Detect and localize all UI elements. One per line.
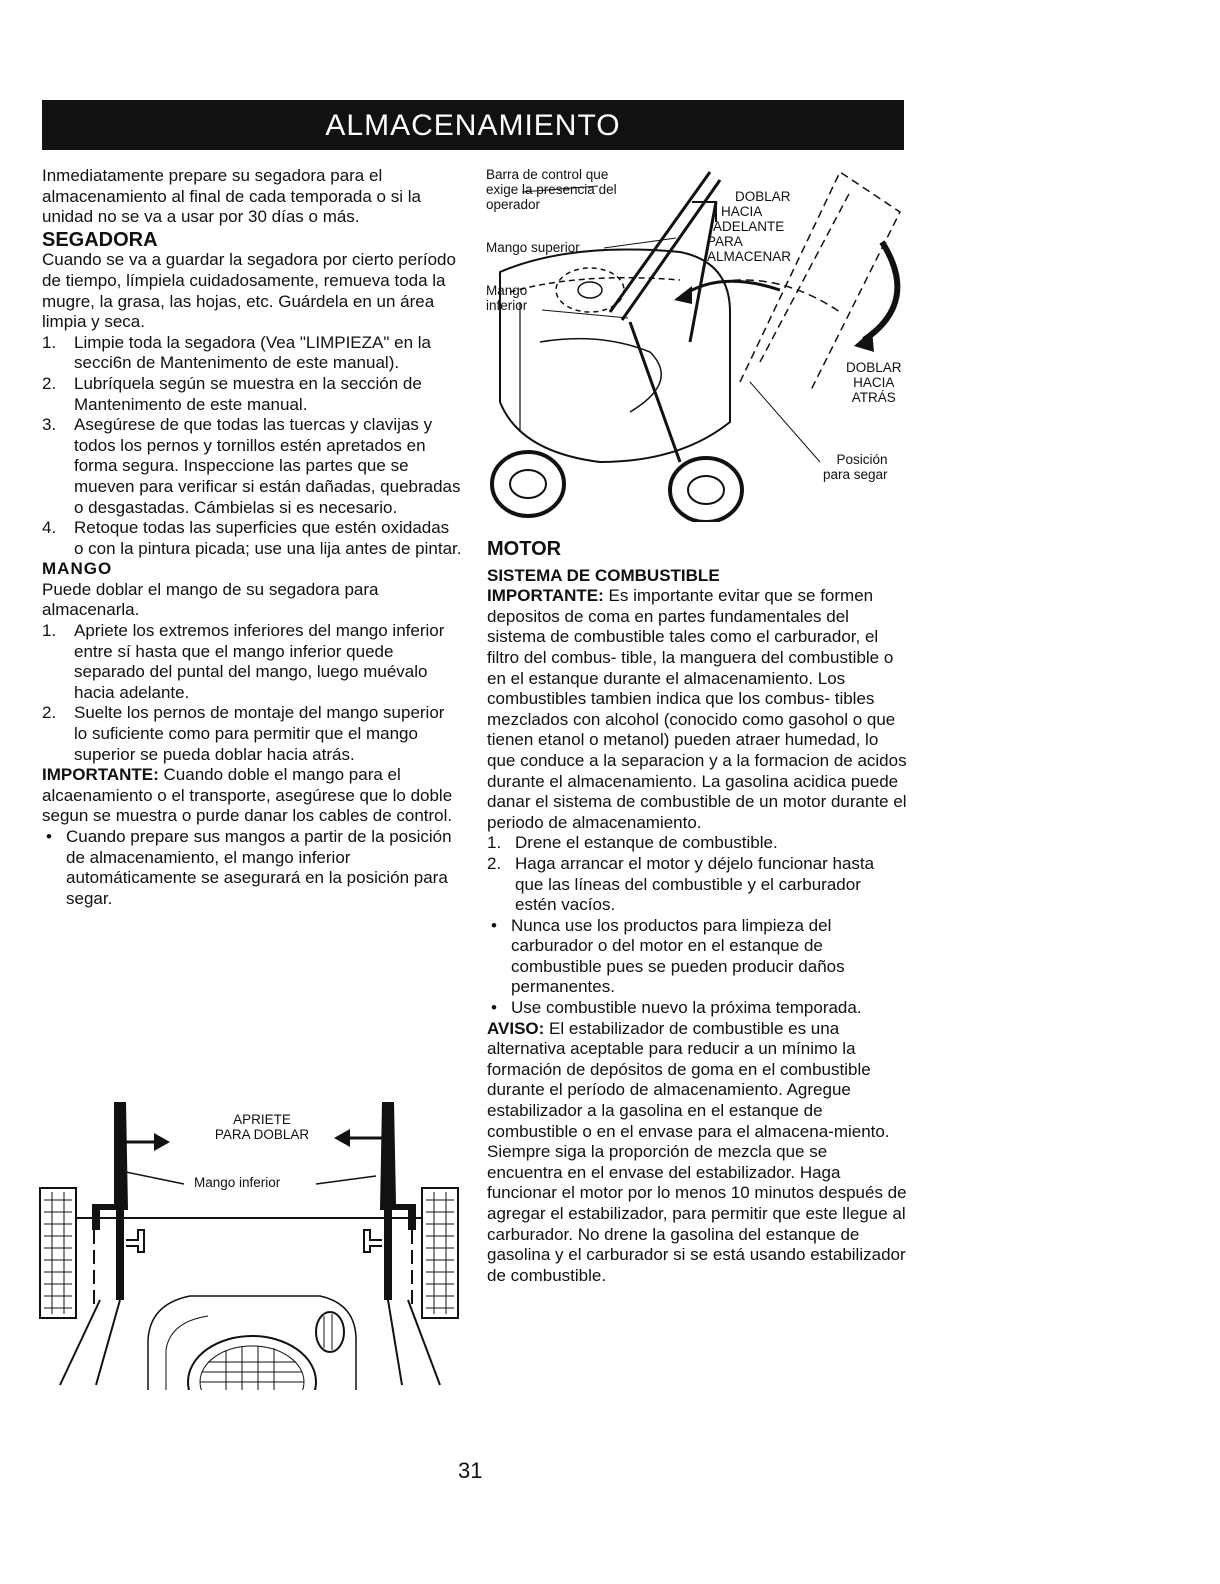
segadora-heading: SEGADORA bbox=[42, 228, 158, 251]
mango-heading: MANGO bbox=[42, 559, 113, 579]
motor-bullet: • Nunca use los productos para limpieza del carburador o del motor en el estanque de combustible pues se pueden producir daños permanentes. bbox=[491, 915, 845, 997]
label-mango-inferior-bottom: Mango inferior bbox=[194, 1175, 281, 1190]
right-column bbox=[487, 537, 907, 1286]
label-barra-control: Barra de control que exige la presencia del operador bbox=[486, 167, 617, 212]
left-column bbox=[42, 166, 462, 909]
combustible-heading: SISTEMA DE COMBUSTIBLE bbox=[487, 565, 720, 585]
segadora-list bbox=[42, 333, 462, 560]
handle-fold-figure bbox=[30, 1100, 470, 1390]
motor-bullet: • Use combustible nuevo la próxima temporada. bbox=[491, 998, 862, 1018]
mango-bullet: • Cuando prepare sus mangos a partir de la posición de almacenamiento, el mango inferior automáticamente se asegurará en la posición para segar. bbox=[46, 827, 452, 908]
label-doblar-atras: DOBLAR HACIA ATRÁS bbox=[846, 360, 902, 405]
motor-list bbox=[487, 833, 907, 915]
label-mango-superior: Mango superior bbox=[486, 240, 580, 255]
label-mango-inferior-top: Mango inferior bbox=[486, 283, 528, 313]
intro-text: Inmediatamente prepare su segadora para el almacenamiento al final de cada temporada o si la unidad no se va a usar por 30 días o más. bbox=[42, 166, 421, 227]
list-item: 3. Asegúrese de que todas las tuercas y clavijas y todos los pernos y tornillos estén apretados en forma segura. Inspeccione las partes que se mueven para verificar si están dañadas, quebradas o desgastadas. Cámbielas si es necesario. bbox=[42, 415, 461, 517]
page-title: ALMACENAMIENTO bbox=[42, 100, 904, 150]
motor-heading: MOTOR bbox=[487, 538, 562, 560]
label-posicion-segar: Posición para segar bbox=[823, 452, 888, 482]
list-item: 2. Haga arrancar el motor y déjelo funcionar hasta que las líneas del combustible y el carburador estén vacíos. bbox=[487, 853, 875, 915]
page-number: 31 bbox=[458, 1458, 483, 1483]
list-item: 2. Lubríquela según se muestra en la sección de Mantenimento de este manual. bbox=[42, 373, 422, 414]
motor-important: IMPORTANTE: Es importante evitar que se formen depositos de coma en partes fundamentales del sistema de combustible tales como el carburador, el filtro del combus- tible, la manguera del combustible o en el estanque durante el almacenamiento. Los combustibles tambien indica que los combus- tibles mezclados con alcohol (conocido como gasohol o que tienen etanol o metanol) pueden atraer humedad, lo que conduce a la separacion y a la formacion de acidos durante el almacenamiento. La gasolina acidica puede danar el sistema de combustible de un motor durante el periodo de almacenamiento. bbox=[487, 586, 907, 832]
aviso-text: AVISO: El estabilizador de combustible es una alternativa aceptable para reducir a un mínimo la formación de depósitos de goma en el combustible durante el período de almacenamiento. Agregue estabilizador a la gasolina en el estanque de combustible o en el envase para el almacena-miento. Siempre siga la proporción de mezcla que se encuentra en el envase del estabilizador. Haga funcionar el motor por lo menos 10 minutos después de agregar el estabilizador, para permitir que este llegue al carburador. No drene la gasolina del estanque de gasolina y el carburador si se está usando estabilizador de combustible. bbox=[487, 1018, 907, 1285]
label-apriete: APRIETE PARA DOBLAR bbox=[214, 1112, 310, 1142]
list-item: 1. Limpie toda la segadora (Vea "LIMPIEZA" en la secci6n de Mantenimento de este manual). bbox=[42, 332, 431, 373]
list-item: 1. Drene el estanque de combustible. bbox=[487, 833, 778, 853]
list-item: 4. Retoque todas las superficies que estén oxidadas o con la pintura picada; use una lija antes de pintar. bbox=[42, 518, 462, 558]
mango-important: IMPORTANTE: Cuando doble el mango para el alcaenamiento o el transporte, asegúrese que lo doble segun se muestra o purde danar los cables de control. bbox=[42, 765, 453, 826]
list-item: 1. Apriete los extremos inferiores del mango inferior entre sí hasta que el mango inferior quede separado del puntal del mango, luego muévalo hacia adelante. bbox=[42, 621, 445, 702]
mango-text: Puede doblar el mango de su segadora para almacenarla. bbox=[42, 579, 379, 620]
label-doblar-adelante: DOBLAR HACIA ADELANTE PARA ALMACENAR bbox=[707, 189, 792, 264]
mango-list bbox=[42, 621, 462, 765]
segadora-text: Cuando se va a guardar la segadora por cierto período de tiempo, límpiela cuidadosamente, remueva toda la mugre, la grasa, las hojas, etc. Guárdela en un área limpia y seca. bbox=[42, 250, 456, 332]
list-item: 2. Suelte los pernos de montaje del mango superior lo suficiente como para permitir que el mango superior se pueda doblar hacia atrás. bbox=[42, 703, 445, 764]
